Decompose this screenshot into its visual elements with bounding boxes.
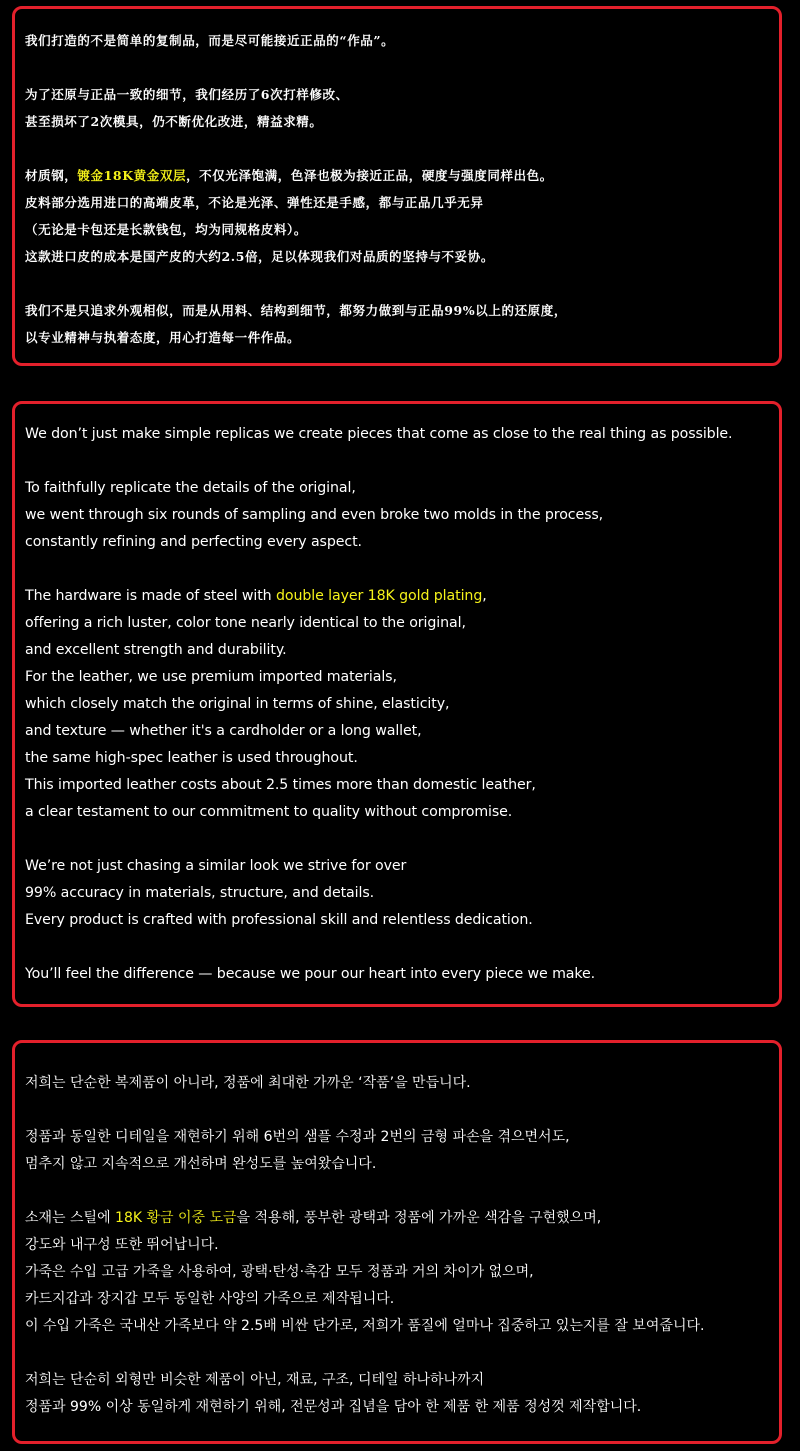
ko-line: 정품과 99% 이상 동일하게 재현하기 위해, 전문성과 집념을 담아 한 제품 한 제품 정성껏 제작합니다.	[25, 1399, 642, 1415]
en-line: the same high-spec leather is used throughout.	[25, 750, 358, 766]
ko-line: 멈추지 않고 지속적으로 개선하며 완성도를 높여왔습니다.	[25, 1156, 377, 1172]
zh-line: 皮料部分选用进口的高端皮革，不论是光泽、弹性还是手感，都与正品几乎无异	[25, 195, 484, 210]
ko-line: 저희는 단순한 복제품이 아니라, 정품에 최대한 가까운 ‘작품’을 만듭니다.	[25, 1075, 471, 1091]
en-line: constantly refining and perfecting every aspect.	[25, 534, 362, 550]
zh-line: 我们不是只追求外观相似，而是从用料、结构到细节，都努力做到与正品99%以上的还原度，	[25, 303, 567, 318]
en-line: we went through six rounds of sampling and even broke two molds in the process,	[25, 507, 604, 523]
ko-text: 소재는 스틸에	[25, 1210, 116, 1226]
chinese-description-panel	[12, 6, 782, 366]
en-line: offering a rich luster, color tone nearly identical to the original,	[25, 615, 466, 631]
en-line: To faithfully replicate the details of the original,	[25, 480, 356, 496]
ko-highlight: 18K 황금 이중 도금	[115, 1210, 237, 1226]
en-line: You’ll feel the difference — because we pour our heart into every piece we make.	[25, 966, 596, 982]
zh-line: 这款进口皮的成本是国产皮的大约2.5倍，足以体现我们对品质的坚持与不妥协。	[25, 249, 494, 264]
zh-line	[25, 166, 553, 184]
en-highlight: double layer 18K gold plating	[276, 588, 483, 604]
en-line: and excellent strength and durability.	[25, 642, 287, 658]
en-text: The hardware is made of steel with	[25, 588, 276, 604]
zh-line: 以专业精神与执着态度，用心打造每一件作品。	[25, 330, 301, 345]
en-line	[25, 588, 487, 604]
en-text: ,	[482, 588, 487, 604]
zh-highlight: 镀金18K黄金双层	[77, 168, 187, 183]
ko-line	[25, 1207, 601, 1227]
ko-line: 강도와 내구성 또한 뛰어납니다.	[25, 1237, 219, 1253]
en-line: We don’t just make simple replicas we create pieces that come as close to the real thing as possible.	[25, 426, 733, 442]
zh-line: 为了还原与正品一致的细节，我们经历了6次打样修改、	[25, 87, 349, 102]
english-description-panel	[12, 401, 782, 1007]
ko-text: 을 적용해, 풍부한 광택과 정품에 가까운 색감을 구현했으며,	[236, 1210, 602, 1226]
ko-line: 저희는 단순히 외형만 비슷한 제품이 아닌, 재료, 구조, 디테일 하나하나까지	[25, 1372, 485, 1388]
zh-line: （无论是卡包还是长款钱包，均为同规格皮料）。	[25, 222, 307, 237]
ko-line: 가죽은 수입 고급 가죽을 사용하여, 광택·탄성·촉감 모두 정품과 거의 차이가 없으며,	[25, 1264, 534, 1280]
korean-description-panel	[12, 1040, 782, 1444]
en-line: Every product is crafted with professional skill and relentless dedication.	[25, 912, 533, 928]
en-line: a clear testament to our commitment to quality without compromise.	[25, 804, 513, 820]
zh-line: 我们打造的不是简单的复制品，而是尽可能接近正品的“作品”。	[25, 33, 395, 48]
en-line: This imported leather costs about 2.5 times more than domestic leather,	[25, 777, 536, 793]
ko-line: 이 수입 가죽은 국내산 가죽보다 약 2.5배 비싼 단가로, 저희가 품질에 얼마나 집중하고 있는지를 잘 보여줍니다.	[25, 1318, 705, 1334]
en-line: 99% accuracy in materials, structure, and details.	[25, 885, 375, 901]
zh-line: 甚至损坏了2次模具，仍不断优化改进，精益求精。	[25, 114, 323, 129]
ko-line: 카드지갑과 장지갑 모두 동일한 사양의 가죽으로 제작됩니다.	[25, 1291, 395, 1307]
zh-text: 材质钢，	[25, 168, 78, 183]
en-line: For the leather, we use premium imported materials,	[25, 669, 397, 685]
ko-line: 정품과 동일한 디테일을 재현하기 위해 6번의 샘플 수정과 2번의 금형 파손을 겪으면서도,	[25, 1129, 570, 1145]
en-line: We’re not just chasing a similar look we strive for over	[25, 858, 407, 874]
zh-text: ，不仅光泽饱满，色泽也极为接近正品，硬度与强度同样出色。	[186, 168, 553, 183]
en-line: and texture — whether it's a cardholder or a long wallet,	[25, 723, 422, 739]
en-line: which closely match the original in terms of shine, elasticity,	[25, 696, 450, 712]
